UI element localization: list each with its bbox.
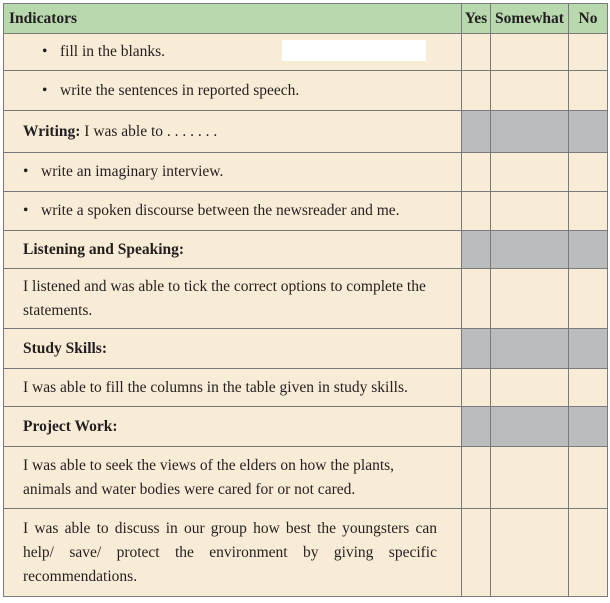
section-row-study-skills xyxy=(4,329,608,369)
somewhat-cell[interactable] xyxy=(491,269,569,329)
bullet: • xyxy=(42,43,48,60)
bullet: • xyxy=(42,81,48,99)
shaded-cell xyxy=(491,329,569,369)
table-row xyxy=(4,447,608,509)
bullet: • xyxy=(23,163,29,180)
no-cell[interactable] xyxy=(569,447,608,509)
yes-cell[interactable] xyxy=(462,71,491,111)
section-label: Project Work: xyxy=(23,417,118,435)
yes-cell[interactable] xyxy=(462,34,491,71)
shaded-cell xyxy=(462,407,491,447)
no-cell[interactable] xyxy=(569,34,608,71)
self-evaluation-table xyxy=(3,3,608,597)
section-header-cell xyxy=(4,111,462,153)
shaded-cell xyxy=(491,407,569,447)
shaded-cell xyxy=(462,111,491,153)
somewhat-cell[interactable] xyxy=(491,153,569,192)
indicator-text: write the sentences in reported speech. xyxy=(60,81,300,99)
section-label: Study Skills: xyxy=(23,339,108,357)
no-cell[interactable] xyxy=(569,509,608,597)
header-somewhat: Somewhat xyxy=(491,4,569,34)
somewhat-cell[interactable] xyxy=(491,509,569,597)
table-row xyxy=(4,369,608,407)
table-row xyxy=(4,71,608,111)
indicator-cell xyxy=(4,369,462,407)
section-label: Listening and Speaking: xyxy=(23,240,185,258)
shaded-cell xyxy=(569,329,608,369)
header-indicators: Indicators xyxy=(4,4,462,34)
indicator-cell xyxy=(4,153,462,192)
shaded-cell xyxy=(491,111,569,153)
somewhat-cell[interactable] xyxy=(491,34,569,71)
somewhat-cell[interactable] xyxy=(491,369,569,407)
somewhat-cell[interactable] xyxy=(491,71,569,111)
table-row xyxy=(4,192,608,231)
indicator-text: write an imaginary interview. xyxy=(41,163,224,180)
yes-cell[interactable] xyxy=(462,369,491,407)
shaded-cell xyxy=(491,231,569,269)
yes-cell[interactable] xyxy=(462,153,491,192)
indicator-text: I was able to fill the columns in the table given in study skills. xyxy=(23,378,408,396)
header-yes: Yes xyxy=(462,4,491,34)
section-label: Writing: xyxy=(23,122,81,140)
no-cell[interactable] xyxy=(569,71,608,111)
yes-cell[interactable] xyxy=(462,192,491,231)
section-text: I was able to . . . . . . . xyxy=(84,122,218,140)
indicator-cell xyxy=(4,269,462,329)
section-row-project-work xyxy=(4,407,608,447)
section-header-cell xyxy=(4,329,462,369)
no-cell[interactable] xyxy=(569,153,608,192)
bullet: • xyxy=(23,202,29,219)
somewhat-cell[interactable] xyxy=(491,447,569,509)
indicator-cell xyxy=(4,192,462,231)
table-row xyxy=(4,509,608,597)
section-row-writing xyxy=(4,111,608,153)
indicator-text: I was able to discuss in our group how best the youngsters can help/ save/ protect the environment by giving specific recommendations. xyxy=(23,519,437,585)
section-row-listening xyxy=(4,231,608,269)
no-cell[interactable] xyxy=(569,269,608,329)
no-cell[interactable] xyxy=(569,192,608,231)
table-row xyxy=(4,269,608,329)
indicator-cell xyxy=(4,447,462,509)
shaded-cell xyxy=(462,231,491,269)
shaded-cell xyxy=(462,329,491,369)
indicator-text: I was able to seek the views of the elders on how the plants, animals and water bodies were cared for or not cared. xyxy=(23,456,395,498)
header-row xyxy=(4,4,608,34)
indicator-text: fill in the blanks. xyxy=(60,43,166,60)
indicator-cell xyxy=(4,71,462,111)
shaded-cell xyxy=(569,407,608,447)
shaded-cell xyxy=(569,111,608,153)
indicator-cell xyxy=(4,509,462,597)
somewhat-cell[interactable] xyxy=(491,192,569,231)
indicator-text: I listened and was able to tick the correct options to complete the statements. xyxy=(23,277,426,319)
section-header-cell xyxy=(4,407,462,447)
no-cell[interactable] xyxy=(569,369,608,407)
yes-cell[interactable] xyxy=(462,269,491,329)
indicator-text: write a spoken discourse between the newsreader and me. xyxy=(41,202,400,219)
blank-patch xyxy=(282,40,426,61)
shaded-cell xyxy=(569,231,608,269)
section-header-cell xyxy=(4,231,462,269)
table-row xyxy=(4,153,608,192)
yes-cell[interactable] xyxy=(462,447,491,509)
yes-cell[interactable] xyxy=(462,509,491,597)
header-no: No xyxy=(569,4,608,34)
